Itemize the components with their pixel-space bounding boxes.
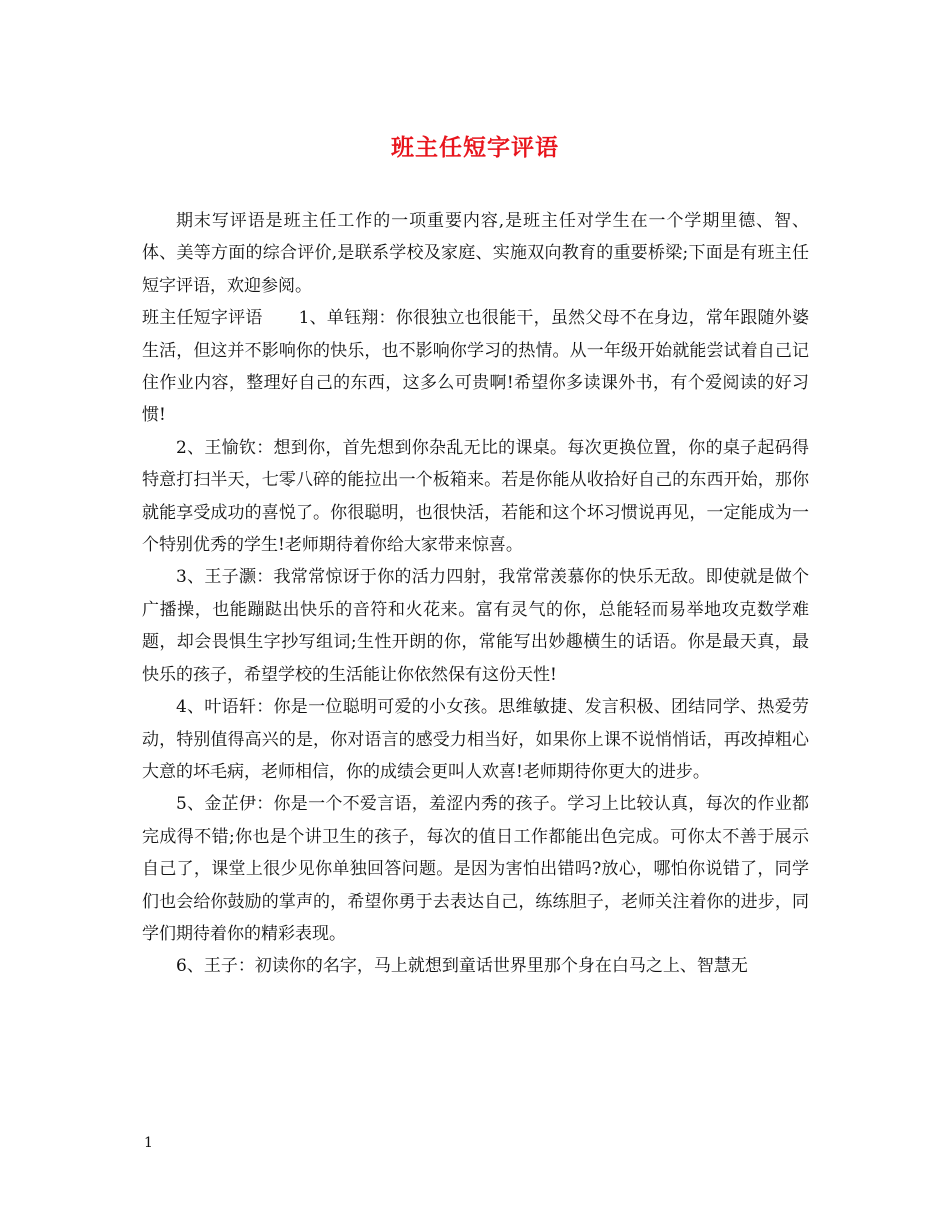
document-body: [142, 205, 809, 983]
comment-1: 1、单钰翔：你很独立也很能干，虽然父母不在身边，常年跟随外婆生活，但这并不影响你的快乐，也不影响你学习的热情。从一年级开始就能尝试着自己记住作业内容，整理好自己的东西，这多么可贵啊!希望你多读课外书，有个爱阅读的好习惯!: [142, 308, 809, 426]
comment-3: 3、王子灏：我常常惊讶于你的活力四射，我常常羡慕你的快乐无敌。即使就是做个广播操，也能蹦跶出快乐的音符和火花来。富有灵气的你，总能轻而易举地攻克数学难题，却会畏惧生字抄写组词;生性开朗的你，常能写出妙趣横生的话语。你是最天真，最快乐的孩子，希望学校的生活能让你依然保有这份天性!: [142, 567, 809, 685]
document-title: 班主任短字评语: [391, 134, 559, 161]
comment-6: 6、王子：初读你的名字，马上就想到童话世界里那个身在白马之上、智慧无: [176, 956, 748, 977]
comment-5: 5、金芷伊：你是一个不爱言语，羞涩内秀的孩子。学习上比较认真，每次的作业都完成得不错;你也是个讲卫生的孩子，每次的值日工作都能出色完成。可你太不善于展示自己了，课堂上很少见你单独回答问题。是因为害怕出错吗?放心，哪怕你说错了，同学们也会给你鼓励的掌声的，希望你勇于去表达自己，练练胆子，老师关注着你的进步，同学们期待着你的精彩表现。: [142, 794, 809, 944]
comment-2: 2、王愉钦：想到你，首先想到你杂乱无比的课桌。每次更换位置，你的桌子起码得特意打扫半天，七零八碎的能拉出一个板箱来。若是你能从收拾好自己的东西开始，那你就能享受成功的喜悦了。你很聪明，也很快活，若能和这个坏习惯说再见，一定能成为一个特别优秀的学生!老师期待着你给大家带来惊喜。: [142, 437, 809, 556]
first-comment-paragraph: [142, 302, 809, 432]
comment-4: 4、叶语轩：你是一位聪明可爱的小女孩。思维敏捷、发言积极、团结同学、热爱劳动，特别值得高兴的是，你对语言的感受力相当好，如果你上课不说悄悄话，再改掉粗心大意的坏毛病，老师相信，你的成绩会更叫人欢喜!老师期待你更大的进步。: [142, 697, 809, 782]
page-number: 1: [144, 1135, 153, 1151]
section-heading: 班主任短字评语: [142, 308, 263, 329]
intro-paragraph: 期末写评语是班主任工作的一项重要内容,是班主任对学生在一个学期里德、智、体、美等方面的综合评价,是联系学校及家庭、实施双向教育的重要桥梁;下面是有班主任短字评语，欢迎参阅。: [142, 211, 809, 296]
